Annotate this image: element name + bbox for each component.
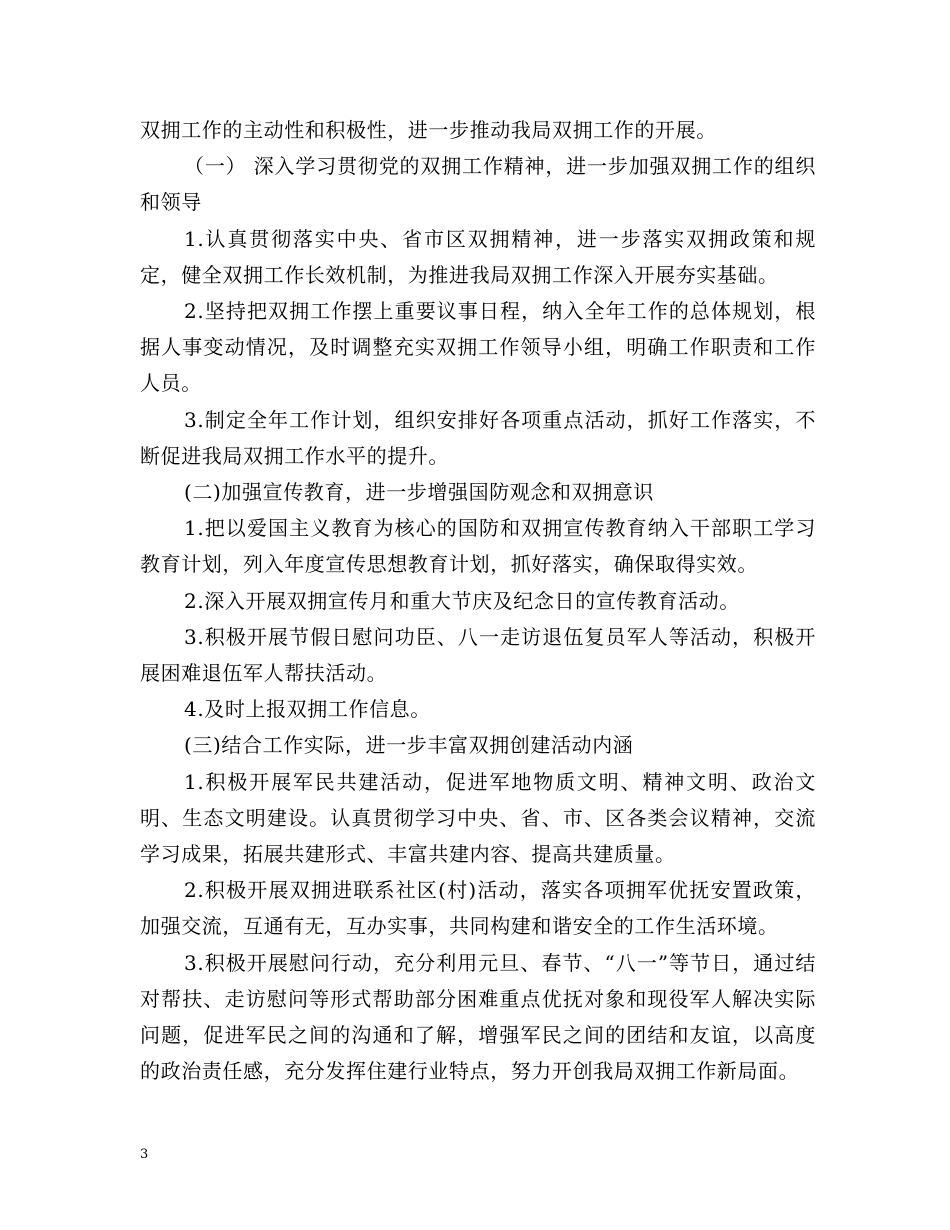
paragraph-item: 2.积极开展双拥进联系社区(村)活动，落实各项拥军优抚安置政策，加强交流，互通有无，互办实事，共同构建和谐安全的工作生活环境。 (140, 878, 816, 939)
section-heading-2: (二)加强宣传教育，进一步增强国防观念和双拥意识 (184, 480, 655, 505)
section-heading-1: （一） 深入学习贯彻党的双拥工作精神，进一步加强双拥工作的组织和领导 (140, 154, 816, 215)
paragraph-item: 3.积极开展慰问行动，充分利用元旦、春节、“八一”等节日，通过结对帮扶、走访慰问等形式帮助部分困难重点优抚对象和现役军人解决实际问题，促进军民之间的沟通和了解，增强军民之间的团结和友谊，以高度的政治责任感，充分发挥住建行业特点，努力开创我局双拥工作新局面。 (140, 950, 816, 1084)
paragraph-item: 3.制定全年工作计划，组织安排好各项重点活动，抓好工作落实，不断促进我局双拥工作水平的提升。 (140, 407, 816, 468)
paragraph-item: 1.把以爱国主义教育为核心的国防和双拥宣传教育纳入干部职工学习教育计划，列入年度宣传思想教育计划，抓好落实，确保取得实效。 (140, 516, 816, 577)
paragraph-item: 1.认真贯彻落实中央、省市区双拥精神，进一步落实双拥政策和规定，健全双拥工作长效机制，为推进我局双拥工作深入开展夯实基础。 (140, 226, 816, 287)
document-body (140, 112, 816, 1089)
paragraph-item: 2.深入开展双拥宣传月和重大节庆及纪念日的宣传教育活动。 (184, 588, 740, 613)
page-number: 3 (140, 1147, 149, 1162)
paragraph-continuation: 双拥工作的主动性和积极性，进一步推动我局双拥工作的开展。 (140, 118, 717, 142)
section-heading-3: (三)结合工作实际，进一步丰富双拥创建活动内涵 (184, 733, 634, 758)
paragraph-item: 2.坚持把双拥工作摆上重要议事日程，纳入全年工作的总体规划，根据人事变动情况，及时调整充实双拥工作领导小组，明确工作职责和工作人员。 (140, 299, 816, 396)
paragraph-item: 4.及时上报双拥工作信息。 (184, 697, 431, 722)
paragraph-item: 3.积极开展节假日慰问功臣、八一走访退伍复员军人等活动，积极开展困难退伍军人帮扶活动。 (140, 624, 816, 686)
paragraph-item: 1.积极开展军民共建活动，促进军地物质文明、精神文明、政治文明、生态文明建设。认真贯彻学习中央、省、市、区各类会议精神，交流学习成果，拓展共建形式、丰富共建内容、提高共建质量。 (140, 769, 816, 867)
